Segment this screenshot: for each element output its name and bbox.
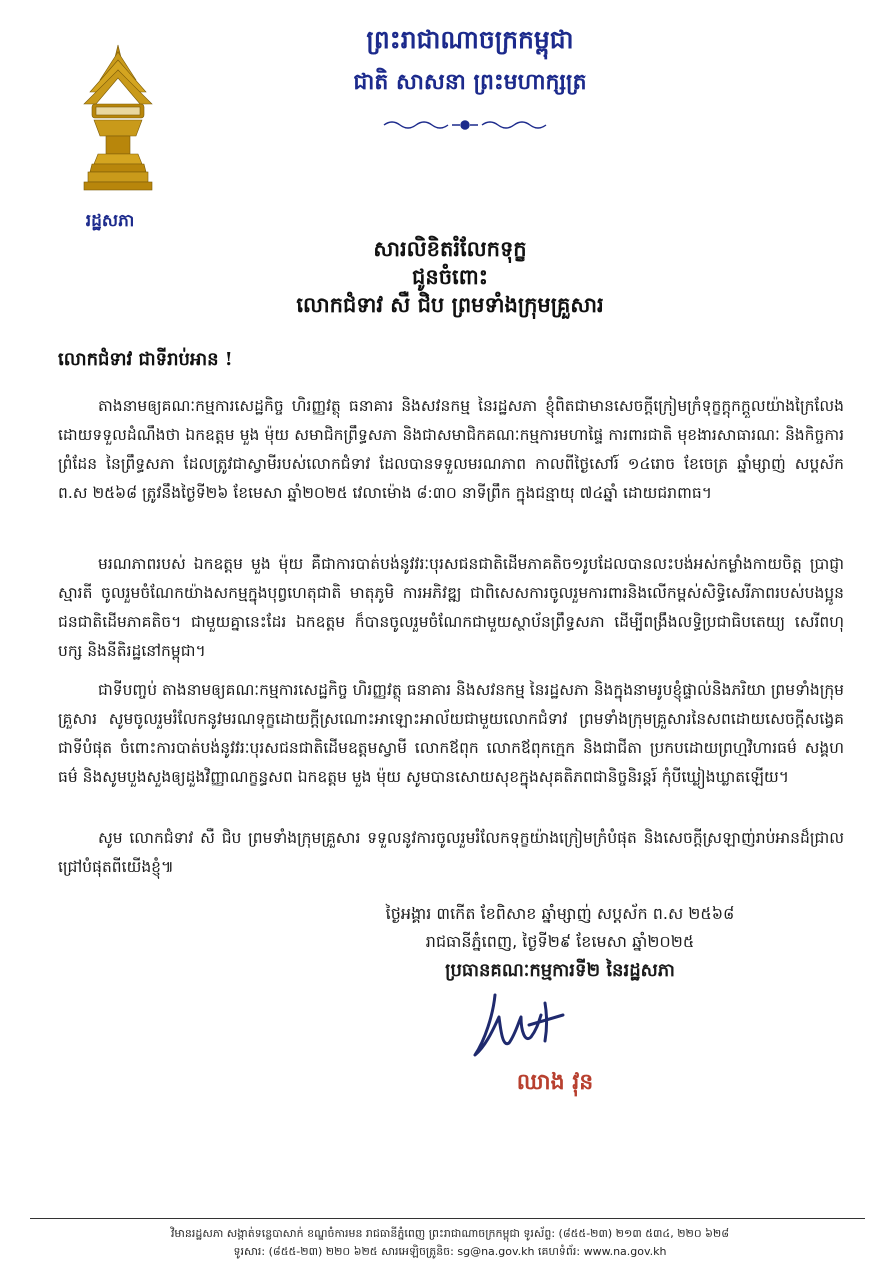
body-paragraph-2: មរណភាពរបស់ ឯកឧត្តម មួង ម៉ុយ គឺជាការបាត់បង់នូវវរៈបុរសជនជាតិដើមភាគតិច១រូបដែលបានលះបង់អស់កម្លាំងកាយចិត្ត ប្រាជ្ញា ស្មារតី ចូលរួមចំណែកយ៉ាងសកម្មក្នុងបុព្វហេតុជាតិ មាតុភូមិ ការអភិវឌ្ឍ ជាពិសេសការចូលរួមការពារនិងលើកម្ពស់សិទ្ធិសេរីភាពរបស់បងប្អូនជនជាតិដើមភាគតិច។ ជាមួយគ្នានេះដែរ ឯកឧត្តម ក៏បានចូលរួមចំណែកជាមួយស្ថាប័នព្រឹទ្ធសភា ដើម្បីពង្រឹងលទ្ធិប្រជាធិបតេយ្យ សេរីពហុបក្ស និងនីតិរដ្ឋនៅកម្ពុជា។ xyxy=(58,555,844,660)
signer-title: ប្រធានគណៈកម្មការទី២ នៃរដ្ឋសភា xyxy=(445,960,675,981)
place-and-date: រាជធានីភ្នំពេញ, ថ្ងៃទី២៩ ខែមេសា ឆ្នាំ២០២៥ xyxy=(425,932,695,951)
kingdom-motto: ជាតិ សាសនា ព្រះមហាក្សត្រ xyxy=(353,69,587,95)
ornament-divider-icon xyxy=(380,118,550,132)
handwritten-signature-icon xyxy=(465,985,575,1065)
footer-contact: ទូរសារ: (៨៥៥-២៣) ២២០ ៦២៥ សារអេឡិចត្រូនិច: sg@na.gov.kh គេហទំព័រ: www.na.gov.kh xyxy=(233,1245,667,1258)
kingdom-title: ព្រះរាជាណាចក្រកម្ពុជា xyxy=(366,25,574,54)
document-title: សារលិខិតរំលែកទុក្ខ xyxy=(373,236,527,261)
salutation: លោកជំទាវ ជាទីរាប់អាន ! xyxy=(58,349,233,370)
footer-divider xyxy=(30,1218,865,1219)
signer-name: ឈាង វុន xyxy=(516,1069,594,1095)
body-paragraph-3: ជាទីបញ្ចប់ តាងនាមឲ្យគណៈកម្មការសេដ្ឋកិច្ច ហិរញ្ញវត្ថុ ធនាគារ និងសវនកម្ម នៃរដ្ឋសភា និងក្នុងនាមរូបខ្ញុំផ្ទាល់និងភរិយា ព្រមទាំងក្រុមគ្រួសារ សូមចូលរួមរំលែកនូវមរណទុក្ខដោយក្តីស្រណោះអាឡោះអាល័យជាមួយលោកជំទាវ ព្រមទាំងក្រុមគ្រួសារនៃសពដោយសេចក្តីសង្វេគជាទីបំផុត ចំពោះការបាត់បង់នូវវរៈបុរសជនជាតិដើមឧត្តមស្វាមី លោកឪពុក លោកឪពុកក្មេក និងជាជីតា ប្រកបដោយព្រហ្មវិហារធម៌ សង្គហធម៌ និងសូមបួងសួងឲ្យដួងវិញ្ញាណក្ខន្ធសព ឯកឧត្តម មួង ម៉ុយ សូមបានសោយសុខក្នុងសុគតិភពជានិច្ចនិរន្តរ៍ កុំបីឃ្លៀងឃ្លាតឡើយ។ xyxy=(58,681,844,786)
institution-label: រដ្ឋសភា xyxy=(85,211,135,231)
national-assembly-emblem-icon xyxy=(78,40,158,210)
document-title-recipient-intro: ជូនចំពោះ xyxy=(412,264,488,289)
body-paragraph-4: សូម លោកជំទាវ សឺ ជិប ព្រមទាំងក្រុមគ្រួសារ ទទួលនូវការចូលរួមរំលែកទុក្ខយ៉ាងក្រៀមក្រំបំផុត និងសេចក្តីស្រឡាញ់រាប់អានដ៏ជ្រាលជ្រៅបំផុតពីយើងខ្ញុំ៕ xyxy=(58,829,844,876)
body-paragraph-1: តាងនាមឲ្យគណៈកម្មការសេដ្ឋកិច្ច ហិរញ្ញវត្ថុ ធនាគារ និងសវនកម្ម នៃរដ្ឋសភា ខ្ញុំពិតជាមានសេចក្តីក្រៀមក្រំទុក្ខក្តុកក្តួលយ៉ាងក្រៃលែង ដោយទទួលដំណឹងថា ឯកឧត្តម មួង ម៉ុយ សមាជិកព្រឹទ្ធសភា និងជាសមាជិកគណៈកម្មការមហាផ្ទៃ ការពារជាតិ មុខងារសាធារណៈ និងកិច្ចការព្រំដែន នៃព្រឹទ្ធសភា ដែលត្រូវជាស្វាមីរបស់លោកជំទាវ ដែលបានទទួលមរណភាព កាលពីថ្ងៃសៅរ៍ ១៤រោច ខែចេត្រ ឆ្នាំម្សាញ់ សប្តស័ក ព.ស ២៥៦៨ ត្រូវនឹងថ្ងៃទី២៦ ខែមេសា ឆ្នាំ២០២៥ វេលាម៉ោង ៨:៣០ នាទីព្រឹក ក្នុងជន្មាយុ ៧៤ឆ្នាំ ដោយជរាពាធ។ xyxy=(58,397,844,502)
footer-address: វិមានរដ្ឋសភា សង្កាត់ទន្លេបាសាក់ ខណ្ឌចំការមន រាជធានីភ្នំពេញ ព្រះរាជាណាចក្រកម្ពុជា ទូរស័ព្ទ: (៨៥៥-២៣) ២១៣ ៥៣៤, ២២០ ៦២៨ xyxy=(170,1227,730,1240)
document-title-recipient: លោកជំទាវ សឺ ជិប ព្រមទាំងក្រុមគ្រួសារ xyxy=(296,292,604,317)
lunar-date: ថ្ងៃអង្គារ ៣កើត ខែពិសាខ ឆ្នាំម្សាញ់ សប្តស័ក ព.ស ២៥៦៨ xyxy=(385,904,735,923)
closing-block xyxy=(300,900,820,986)
